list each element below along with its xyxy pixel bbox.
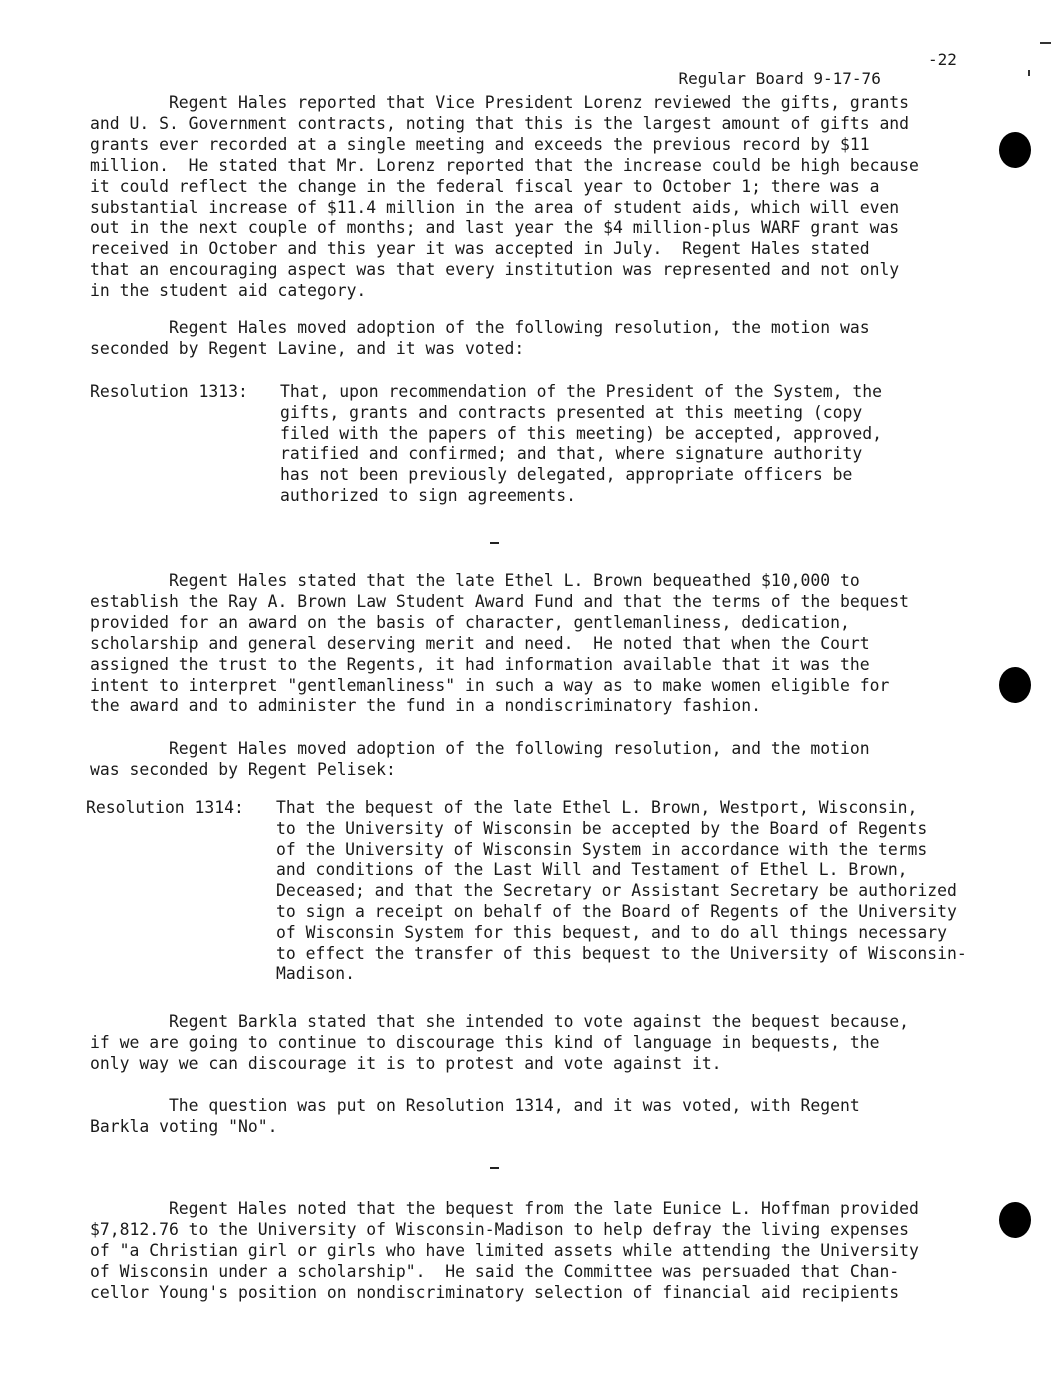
- text-line: ratified and confirmed; and that, where signature authority: [280, 444, 863, 464]
- text-line: only way we can discourage it is to protest and vote against it.: [90, 1053, 722, 1073]
- text-line: provided for an award on the basis of character, gentlemanliness, dedication,: [90, 612, 850, 632]
- text-line: out in the next couple of months; and last year the $4 million-plus WARF grant was: [90, 218, 900, 238]
- text-line: of Wisconsin System for this bequest, and to do all things necessary: [276, 922, 948, 942]
- text-line: Regent Hales stated that the late Ethel L. Brown bequeathed $10,000 to: [90, 571, 860, 590]
- text-line: of the University of Wisconsin System in accordance with the terms: [276, 839, 928, 859]
- text-line: Regent Barkla stated that she intended to vote against the bequest because,: [90, 1012, 910, 1031]
- text-line: scholarship and general deserving merit and need. He noted that when the Court: [90, 633, 870, 653]
- text-line: was seconded by Regent Pelisek:: [90, 759, 396, 779]
- section-separator: [490, 542, 499, 544]
- text-line: the award and to administer the fund in a nondiscriminatory fashion.: [90, 696, 762, 716]
- text-line: in the student aid category.: [90, 281, 367, 301]
- text-line: Barkla voting "No".: [90, 1116, 278, 1136]
- text-line: gifts, grants and contracts presented at this meeting (copy: [280, 402, 863, 422]
- text-line: $7,812.76 to the University of Wisconsin-Madison to help defray the living expenses: [90, 1219, 910, 1239]
- text-line: received in October and this year it was accepted in July. Regent Hales stated: [90, 239, 870, 259]
- text-line: Madison.: [276, 964, 355, 984]
- text-line: Regent Hales moved adoption of the following resolution, the motion was: [90, 318, 870, 337]
- text-line: grants ever recorded at a single meeting and exceeds the previous record by $11: [90, 134, 870, 154]
- text-line: and conditions of the Last Will and Testament of Ethel L. Brown,: [276, 860, 908, 880]
- section-separator: [490, 1167, 499, 1169]
- paragraph-gifts-report: [90, 93, 990, 302]
- text-line: Deceased; and that the Secretary or Assistant Secretary be authorized: [276, 881, 957, 901]
- paragraph-motion-1313: [90, 318, 990, 360]
- text-line: authorized to sign agreements.: [280, 485, 577, 505]
- text-line: if we are going to continue to discourage this kind of language in bequests, the: [90, 1032, 880, 1052]
- text-line: establish the Ray A. Brown Law Student Award Fund and that the terms of the bequest: [90, 591, 910, 611]
- text-line: to the University of Wisconsin be accepted by the Board of Regents: [276, 818, 928, 838]
- scan-edge-mark: [1040, 42, 1051, 44]
- text-line: That the bequest of the late Ethel L. Brown, Westport, Wisconsin,: [276, 798, 918, 817]
- text-line: million. He stated that Mr. Lorenz reported that the increase could be high because: [90, 155, 919, 175]
- paragraph-barkla-statement: [90, 1012, 990, 1075]
- text-line: has not been previously delegated, appropriate officers be: [280, 465, 853, 485]
- text-line: Regent Hales reported that Vice President Lorenz reviewed the gifts, grants: [90, 93, 910, 112]
- text-line: filed with the papers of this meeting) be accepted, approved,: [280, 423, 882, 443]
- text-line: of Wisconsin under a scholarship". He said the Committee was persuaded that Chan-: [90, 1261, 900, 1281]
- text-line: and U. S. Government contracts, noting that this is the largest amount of gifts and: [90, 113, 910, 133]
- text-line: The question was put on Resolution 1314, and it was voted, with Regent: [90, 1096, 860, 1115]
- text-line: substantial increase of $11.4 million in the area of student aids, which will even: [90, 197, 900, 217]
- header-title: Regular Board 9-17-76: [678, 69, 881, 88]
- text-line: seconded by Regent Lavine, and it was voted:: [90, 338, 525, 358]
- text-line: Regent Hales moved adoption of the following resolution, and the motion: [90, 739, 870, 758]
- text-line: to sign a receipt on behalf of the Board of Regents of the University: [276, 901, 957, 921]
- resolution-body: [280, 382, 1000, 507]
- paragraph-motion-1314: [90, 739, 990, 781]
- text-line: of "a Christian girl or girls who have limited assets while attending the University: [90, 1240, 919, 1260]
- text-line: that an encouraging aspect was that every institution was represented and not only: [90, 260, 900, 280]
- text-line: to effect the transfer of this bequest to the University of Wisconsin-: [276, 943, 967, 963]
- punch-hole-dot: [999, 667, 1031, 703]
- scan-edge-mark: [1028, 70, 1030, 76]
- punch-hole-dot: [999, 132, 1031, 168]
- text-line: assigned the trust to the Regents, it had information available that it was the: [90, 654, 870, 674]
- paragraph-vote-result: [90, 1096, 990, 1138]
- text-line: Regent Hales noted that the bequest from the late Eunice L. Hoffman provided: [90, 1199, 919, 1218]
- resolution-label: Resolution 1314:: [86, 798, 244, 817]
- paragraph-brown-bequest: [90, 571, 990, 717]
- paragraph-hoffman-bequest: [90, 1199, 990, 1304]
- text-line: intent to interpret "gentlemanliness" in such a way as to make women eligible for: [90, 675, 890, 695]
- punch-hole-dot: [999, 1202, 1031, 1238]
- text-line: That, upon recommendation of the President of the System, the: [280, 382, 882, 401]
- text-line: cellor Young's position on nondiscriminatory selection of financial aid recipients: [90, 1282, 900, 1302]
- page-number: -22: [928, 50, 957, 69]
- resolution-body: [276, 798, 996, 985]
- text-line: it could reflect the change in the federal fiscal year to October 1; there was a: [90, 176, 880, 196]
- resolution-label: Resolution 1313:: [90, 382, 248, 401]
